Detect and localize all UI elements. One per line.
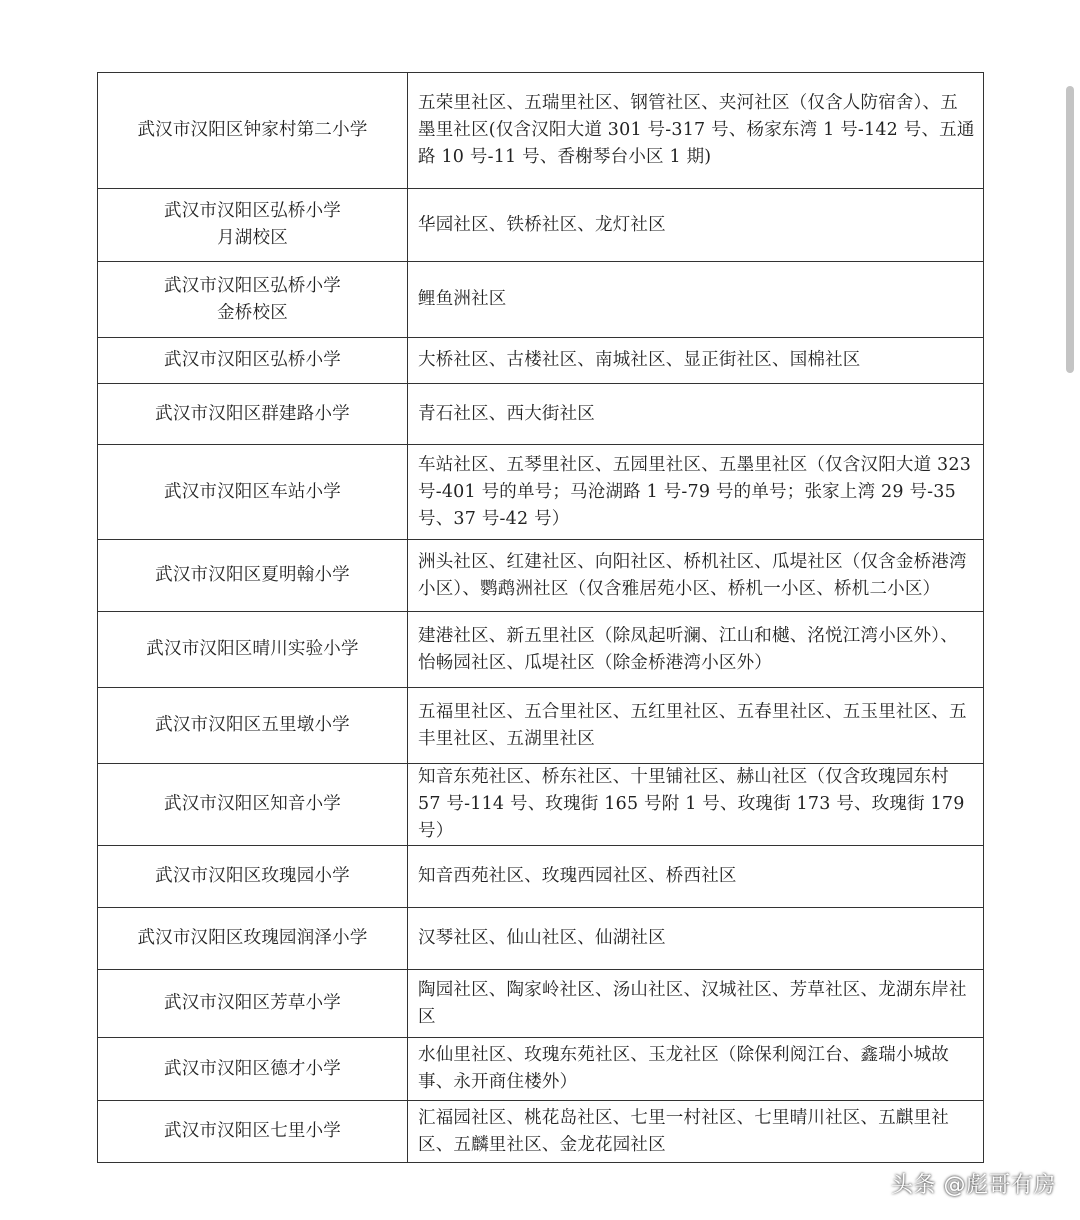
school-name-cell: 武汉市汉阳区芳草小学 <box>98 970 408 1038</box>
table-row <box>98 384 984 445</box>
table-row <box>98 970 984 1038</box>
vertical-scrollbar[interactable] <box>1066 86 1074 373</box>
school-name-cell: 武汉市汉阳区五里墩小学 <box>98 688 408 764</box>
table-row <box>98 540 984 612</box>
school-name-cell: 武汉市汉阳区晴川实验小学 <box>98 612 408 688</box>
district-communities-cell: 水仙里社区、玫瑰东苑社区、玉龙社区（除保利阅江台、鑫瑞小城故事、永开商住楼外） <box>408 1038 984 1101</box>
table-row <box>98 445 984 540</box>
table-row <box>98 688 984 764</box>
school-name-cell: 武汉市汉阳区七里小学 <box>98 1101 408 1163</box>
school-name-cell: 武汉市汉阳区知音小学 <box>98 764 408 846</box>
district-communities-cell: 洲头社区、红建社区、向阳社区、桥机社区、瓜堤社区（仅含金桥港湾小区）、鹦鹉洲社区（仅含雅居苑小区、桥机一小区、桥机二小区） <box>408 540 984 612</box>
table-row <box>98 908 984 970</box>
district-communities-cell: 青石社区、西大街社区 <box>408 384 984 445</box>
school-name-line-1: 武汉市汉阳区弘桥小学 <box>164 201 341 221</box>
district-communities-cell: 建港社区、新五里社区（除凤起听澜、江山和樾、洺悦江湾小区外）、怡畅园社区、瓜堤社区（除金桥港湾小区外） <box>408 612 984 688</box>
district-communities-cell: 知音西苑社区、玫瑰西园社区、桥西社区 <box>408 846 984 908</box>
school-name-cell: 武汉市汉阳区夏明翰小学 <box>98 540 408 612</box>
school-name-line-2: 金桥校区 <box>217 302 288 323</box>
table-row <box>98 1038 984 1101</box>
district-communities-cell: 陶园社区、陶家岭社区、汤山社区、汉城社区、芳草社区、龙湖东岸社区 <box>408 970 984 1038</box>
school-name-cell: 武汉市汉阳区玫瑰园润泽小学 <box>98 908 408 970</box>
school-name-cell <box>98 262 408 338</box>
table-row <box>98 846 984 908</box>
school-name-line-1: 武汉市汉阳区弘桥小学 <box>164 275 341 296</box>
district-communities-cell: 车站社区、五琴里社区、五园里社区、五墨里社区（仅含汉阳大道 323 号-401 号的单号；马沧湖路 1 号-79 号的单号；张家上湾 29 号-35 号、37 号-42 号） <box>408 445 984 540</box>
school-name-cell: 武汉市汉阳区弘桥小学 <box>98 338 408 384</box>
school-district-table <box>97 72 984 1163</box>
table-row <box>98 764 984 846</box>
school-name-cell <box>98 189 408 262</box>
school-name-cell: 武汉市汉阳区玫瑰园小学 <box>98 846 408 908</box>
table-row <box>98 189 984 262</box>
district-communities-cell: 汇福园社区、桃花岛社区、七里一村社区、七里晴川社区、五麒里社区、五麟里社区、金龙花园社区 <box>408 1101 984 1163</box>
table-row <box>98 73 984 189</box>
watermark: 头条 @彪哥有房 <box>891 1173 1056 1198</box>
district-communities-cell: 知音东苑社区、桥东社区、十里铺社区、赫山社区（仅含玫瑰园东村 57 号-114 号、玫瑰街 165 号附 1 号、玫瑰街 173 号、玫瑰街 179 号） <box>408 764 984 846</box>
school-name-cell: 武汉市汉阳区德才小学 <box>98 1038 408 1101</box>
table-row <box>98 612 984 688</box>
district-communities-cell: 五福里社区、五合里社区、五红里社区、五春里社区、五玉里社区、五丰里社区、五湖里社区 <box>408 688 984 764</box>
district-communities-cell: 大桥社区、古楼社区、南城社区、显正街社区、国棉社区 <box>408 338 984 384</box>
school-name-line-2: 月湖校区 <box>217 228 288 248</box>
school-name-cell: 武汉市汉阳区群建路小学 <box>98 384 408 445</box>
table-row <box>98 1101 984 1163</box>
table-row <box>98 262 984 338</box>
district-communities-cell: 汉琴社区、仙山社区、仙湖社区 <box>408 908 984 970</box>
table-row <box>98 338 984 384</box>
school-name-cell: 武汉市汉阳区钟家村第二小学 <box>98 73 408 189</box>
district-communities-cell: 华园社区、铁桥社区、龙灯社区 <box>408 189 984 262</box>
district-communities-cell: 五荣里社区、五瑞里社区、钢管社区、夹河社区（仅含人防宿舍）、五墨里社区(仅含汉阳大道 301 号-317 号、杨家东湾 1 号-142 号、五通路 10 号-11 号、香榭琴台小区 1 期) <box>408 73 984 189</box>
school-name-cell: 武汉市汉阳区车站小学 <box>98 445 408 540</box>
district-communities-cell: 鲤鱼洲社区 <box>408 262 984 338</box>
